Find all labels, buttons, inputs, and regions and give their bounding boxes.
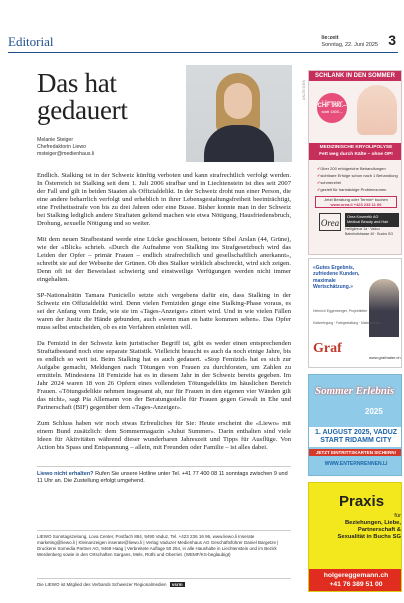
imprint: LIEWO Sonntagszeitung, Lova Center, Postfach 884, 9490 Vaduz, Tel. +423 236 16 96, www.liewo.li Inserate marketing@liewo.li | Kleinanzeigen inserate@liewo.li | Verlag Vaduzer Medienhaus AG Geschäftsführer Daniel Bargetze | Druckerei Somedia Partner AG, 9469 Haag | Verbreitete Auflage 50 254, in alle Haushalte in Liechtenstein und im Bezirk Werdenberg sowie in den Ortschaften Sargans, Mels, Rüthi und Oberriet. (WEMF/KS-beglaubigt) bbox=[37, 530, 291, 558]
ad1-band bbox=[309, 143, 402, 160]
author-name: Melanie Steiger bbox=[37, 137, 74, 143]
author-photo bbox=[186, 65, 292, 162]
ad-sommer-erlebnis[interactable] bbox=[308, 374, 402, 476]
author-email[interactable]: msteiger@medienhaus.li bbox=[37, 151, 95, 157]
ad4-description bbox=[323, 513, 401, 541]
ad2-person-photo bbox=[369, 279, 399, 337]
author-role: Chefredaktorin Liewo bbox=[37, 144, 87, 150]
ad1-band-line2: Fett weg durch Kälte – ohne OP! bbox=[319, 152, 393, 157]
section-title: Editorial bbox=[8, 34, 54, 49]
page-number: 3 bbox=[388, 32, 396, 48]
ad1-booking-cta[interactable] bbox=[315, 196, 397, 208]
headline-line-1: Das hat bbox=[37, 68, 117, 98]
orea-logo: Orea bbox=[319, 213, 341, 231]
ad1-benefits-list bbox=[317, 165, 398, 193]
ad1-model-figure bbox=[357, 85, 397, 135]
ad3-title: Sommer Erlebnis bbox=[315, 385, 395, 397]
ad4-line3: Partnerschaft & bbox=[357, 527, 401, 533]
ad3-date-line1: 1. AUGUST 2025, VADUZ bbox=[314, 429, 398, 436]
membership-note bbox=[37, 578, 291, 587]
ad-orea-kryolipolyse[interactable] bbox=[308, 70, 402, 255]
ad1-clinic-tagline: Medical Beauty and Hair bbox=[347, 220, 389, 224]
note-text: Rufen Sie unsere Hotline unter Tel. +41 77 400 08 11 sonntags zwischen 9 und 11 Uhr an. Die Zustellung erfolgt umgehend. bbox=[37, 471, 288, 484]
ad4-line4: Sexualität in Buchs SG bbox=[337, 534, 401, 540]
ad4-line2: Beziehungen, Liebe, bbox=[344, 520, 401, 526]
page-header bbox=[0, 0, 404, 52]
ad4-site[interactable]: holgereggemann.ch bbox=[323, 572, 389, 579]
header-divider bbox=[8, 52, 398, 53]
ad1-badge-line2: statt 1800.– bbox=[321, 109, 343, 114]
ad1-address bbox=[345, 227, 393, 236]
list-item: ✔ sichtbare Erfolge schon nach 1 Behandlung bbox=[317, 172, 398, 179]
ad3-tickets: JETZT EINTRITTSKARTEN SICHERN! bbox=[309, 449, 402, 456]
ad3-site[interactable]: WWW.ENTERNRENNEN.LI bbox=[324, 461, 388, 467]
vsrm-logo: vsrm bbox=[171, 582, 183, 587]
ad4-contact-bar bbox=[309, 569, 402, 591]
ad1-price-badge bbox=[317, 93, 347, 123]
graf-logo: Graf bbox=[313, 341, 342, 356]
ad1-title: SCHLANK IN DEN SOMMER bbox=[309, 71, 401, 81]
article-paragraph: SP-Nationalrätin Tamara Funiciello setzte sich vergebens dafür ein, dass Stalking in der Schweiz ein Offizialdelikt wird. Denn vielen Femiziden ginge eine Stalking-Phase voraus, es sei der Anfang vom Ende, wie sie im «Tages-Anzeiger» zitiert wird. Und in wie vielen Fällen waren der Justiz die Hände gebunden, auch «wenn man es hatte kommen sehen». Das Opfer muss selbst entscheiden, ob es ein Verfahren einleiten will. bbox=[37, 292, 291, 331]
ad2-person-name: Heinrich Eggenberger, Projektleiter bbox=[313, 309, 368, 313]
note-heading: Liewo nicht erhalten? bbox=[37, 471, 94, 477]
list-item: ✔ gezielt für hartnäckige Problemzonen bbox=[317, 186, 398, 193]
ad1-badge-price: CHF 990.– bbox=[317, 103, 347, 109]
ad1-address-line2: Bahnhofstrasse 40 · Buchs SG bbox=[345, 231, 394, 236]
ad1-address-line1: Heiligkreuz 1a · Vaduz bbox=[345, 227, 380, 231]
byline bbox=[37, 137, 94, 158]
ad2-quote: «Gutes Ergebnis, zufriedene Kunden, maximale Wertschätzung.» bbox=[313, 265, 360, 290]
headline-line-2: gedauert bbox=[37, 95, 128, 125]
article-body bbox=[37, 172, 291, 460]
ad4-title: Praxis bbox=[339, 493, 385, 510]
article-paragraph: Da Femizid in der Schweiz kein juristischer Begriff ist, gibt es weder einen entsprechenden Straftatbestand noch eine separate Statistik. Vielleicht braucht es auch da noch einige Jahre, bis es endlich so weit ist. Beim Stalking hat es auch gedauert. «Stop Femizid» hat es sich zur Aufgabe gemacht, Meldungen nach Tötungen von Frauen zu durchforsten, um Zahlen zu ermitteln. Mindestens 18 Femizide hat es in diesem Jahr in der Schweiz bereits gegeben. Im Jahr 2024 waren 18 von 26 Opfern eines vollendeten Tötungsdelikts im häuslichen Bereich Frauen. «Tötungsdelikte nehmen insgesamt ab, nur für Frauen in den eigenen vier Wänden gilt das nicht», sagt Pia Allemann von der Beratungsstelle für Frauen gegen Gewalt in Ehe und Partnerschaft (BIF) gegenüber dem «Tages-Anzeiger». bbox=[37, 340, 291, 411]
list-item: ✔ Über 200 erfolgreiche Behandlungen bbox=[317, 165, 398, 172]
ad3-year: 2025 bbox=[365, 407, 383, 416]
ads-label: ANZEIGEN bbox=[302, 79, 306, 100]
ad1-clinic-name: Orea Kosmetik AG bbox=[347, 215, 379, 219]
membership-text: Die LIEWO ist Mitglied des Verbands Schweizer Regionalmedien bbox=[37, 582, 167, 587]
ad4-line1: für bbox=[394, 513, 401, 519]
ad-praxis-eggemann[interactable] bbox=[308, 482, 402, 592]
ad1-cta-line1: Jetzt Beratung oder Termin* buchen bbox=[324, 197, 388, 202]
article-paragraph: Zum Schluss haben wir noch etwas Erfreuliches für Sie: Heute erscheint die «Liewo» mit einem Bund zusätzlich: dem Sommermagazin «Juhui Summer». Darin enthalten sind viele Ideen für Aktivitäten während dieser wunderbaren Jahreszeit und Tipps für Ausflüge. Von Action bis Spass und Entspannung – allein, mit Freunden oder Familie – ist alles dabei. bbox=[37, 420, 291, 451]
ad4-phone[interactable]: +41 76 389 51 00 bbox=[329, 581, 383, 588]
ad2-services: Kaltverlegung · Farbgestaltung · Malerarbeiten bbox=[313, 321, 382, 325]
brand-name: lie:zeit bbox=[321, 35, 339, 41]
delivery-hotline-note bbox=[37, 466, 291, 485]
ad1-band-line1: MEDIZINISCHE KRYOLIPOLYSE bbox=[319, 145, 393, 150]
article-headline bbox=[37, 70, 128, 124]
ad3-date bbox=[309, 427, 402, 447]
issue-date: Sonntag, 22. Juni 2025 bbox=[321, 41, 378, 48]
article-paragraph: Endlich. Stalking ist in der Schweiz künftig verboten und kann strafrechtlich verfolgt werden. In Österreich ist Stalking seit dem 1. Juli 2006 strafbar und in Liechtenstein ist dies seit 2007 der Fall und gilt in beiden Staaten als Offizialdelikt. In der Schweiz droht nun einer Person, die eine andere beharrlich verfolgt und erheblich in ihrer Lebensgestaltungsfreiheit beeinträchtigt, eine Freiheitsstrafe von bis zu drei Jahren oder eine Busse. Bisher konnte man in der Schweiz bei Stalking lediglich andere Straftaten geltend machen wie etwa Nötigung, Hausfriedensbruch, Drohung, sexuelle Nötigung und so weiter. bbox=[37, 172, 291, 227]
ad1-badge-line1: 3 Zonen nur bbox=[321, 99, 343, 104]
ad-graf-maler[interactable] bbox=[308, 258, 402, 368]
header-meta bbox=[321, 35, 378, 48]
ad1-cta-line2: www.orea.li +423 233 11 66 bbox=[330, 202, 382, 207]
ad1-clinic-box bbox=[345, 213, 399, 227]
ad3-date-line2: START RIDAMM CITY bbox=[320, 437, 392, 444]
article-paragraph: Mit dem neuen Strafbestand werde eine Lücke geschlossen, betonte Sibel Arslan (44, Grüne), wie der «Blick» schrieb. «Durch die Aufnahme von Stalking ins Strafgesetzbuch wird das Leiden der Opfer – primär Frauen – endlich strafrechtlich und gesellschaftlich anerkannt», schreibt sie auf der Webseite der Grünen. Ob dies Stalker wirklich abschreckt, wird sich zeigen. Denn oft ist der Beweislast schwierig und einstweilige Verfügungen werden nicht immer eingehalten. bbox=[37, 236, 291, 283]
ad2-url[interactable]: www.grafmaler.ch bbox=[369, 355, 401, 360]
list-item: ✔ schmerzfrei bbox=[317, 179, 398, 186]
